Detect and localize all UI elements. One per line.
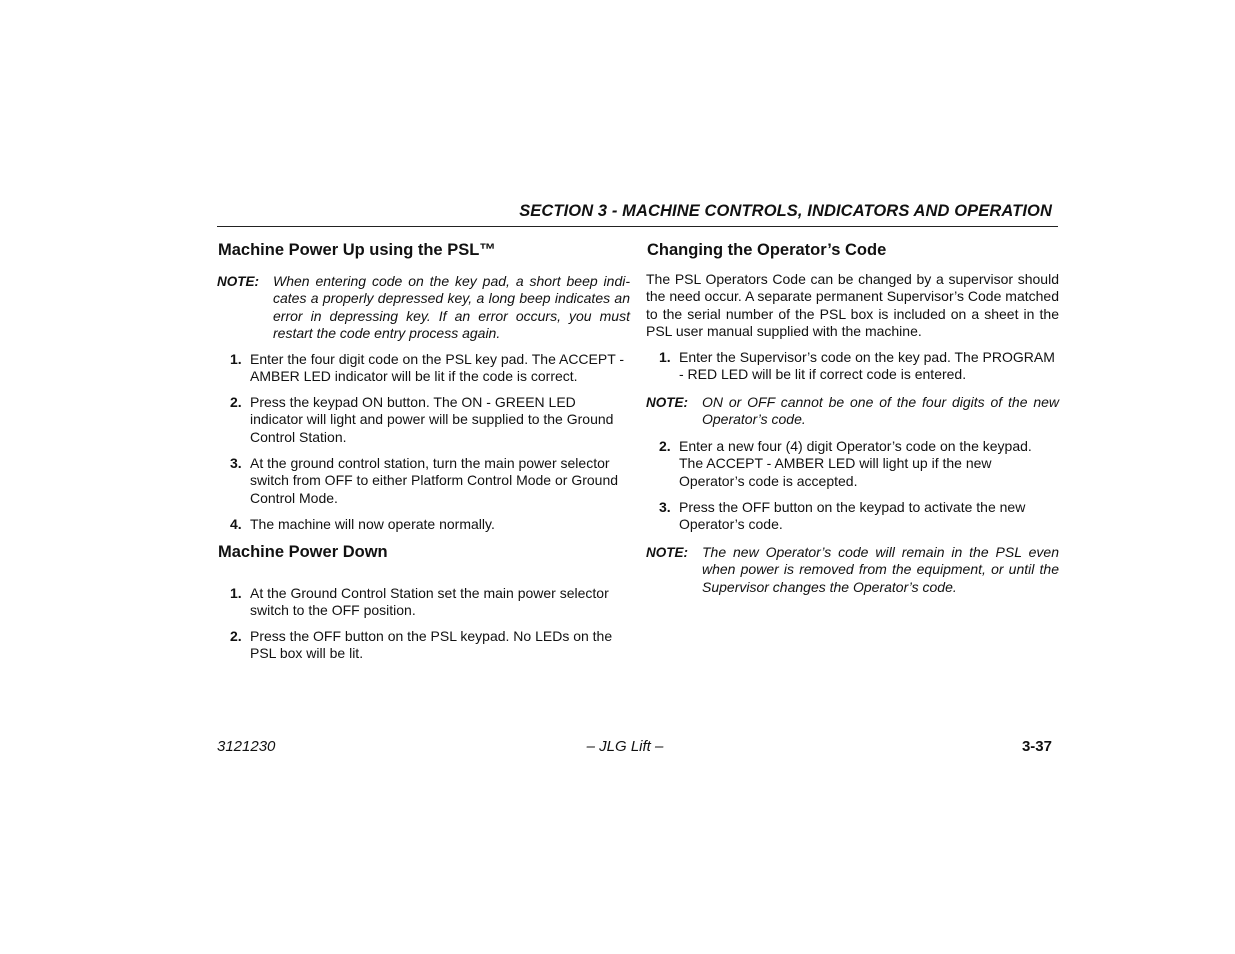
list-item bbox=[217, 628, 630, 663]
step-number: 3. bbox=[659, 499, 671, 515]
note-persistence bbox=[646, 544, 1059, 596]
list-item bbox=[217, 585, 630, 620]
step-number: 3. bbox=[230, 455, 242, 471]
list-item bbox=[217, 455, 630, 507]
step-text: Enter the Supervisor’s code on the key pad. The PROGRAM - RED LED will be lit if correct code is entered. bbox=[679, 349, 1055, 383]
list-item bbox=[646, 349, 1059, 384]
list-item bbox=[646, 438, 1059, 490]
step-text: The machine will now operate normally. bbox=[250, 516, 495, 532]
step-number: 4. bbox=[230, 516, 242, 532]
step-text: Press the keypad ON button. The ON - GREEN LED indicator will light and power will be supplied to the Ground Control Station. bbox=[250, 394, 614, 445]
note-label: NOTE: bbox=[646, 395, 688, 410]
step-number: 1. bbox=[230, 351, 242, 367]
step-text: Press the OFF button on the PSL keypad. No LEDs on the PSL box will be lit. bbox=[250, 628, 613, 662]
power-up-note bbox=[217, 273, 630, 343]
note-text: ON or OFF cannot be one of the four digits of the new Operator’s code. bbox=[702, 394, 1059, 428]
note-label: NOTE: bbox=[646, 545, 688, 560]
note-text: The new Operator’s code will remain in the PSL even when power is removed from the equipment, or until the Supervisor changes the Operator’s code. bbox=[702, 544, 1059, 595]
power-down-heading: Machine Power Down bbox=[218, 543, 388, 561]
list-item bbox=[217, 351, 630, 386]
note-label: NOTE: bbox=[217, 274, 259, 289]
power-up-heading: Machine Power Up using the PSL™ bbox=[218, 241, 496, 259]
step-number: 2. bbox=[230, 628, 242, 644]
footer-page-number: 3-37 bbox=[1021, 738, 1052, 755]
step-text: Enter a new four (4) digit Operator’s code on the keypad. The ACCEPT - AMBER LED will light up if the new Operator’s code is accepted. bbox=[679, 438, 1032, 489]
intro-paragraph: The PSL Operators Code can be changed by a supervisor should the need occur. A separate permanent Supervisor’s Code matched to the serial number of the PSL box is included on a sheet in the PSL user manual supplied with the machine. bbox=[646, 271, 1059, 340]
step-text: At the Ground Control Station set the main power selector switch to the OFF position. bbox=[250, 585, 609, 619]
step-text: At the ground control station, turn the main power selector switch from OFF to either Platform Control Mode or Ground Control Mode. bbox=[250, 455, 619, 506]
step-number: 2. bbox=[659, 438, 671, 454]
note-text: When entering code on the key pad, a short beep indi-cates a properly depressed key, a long beep indicates an error in depressing key. If an error occurs, you must restart the code entry process again. bbox=[273, 273, 630, 342]
note-digits bbox=[646, 394, 1059, 429]
list-item bbox=[217, 394, 630, 446]
list-item bbox=[217, 516, 630, 533]
footer-doc-number: 3121230 bbox=[217, 738, 276, 755]
footer-center: – JLG Lift – bbox=[586, 738, 664, 755]
step-text: Enter the four digit code on the PSL key pad. The ACCEPT - AMBER LED indicator will be lit if the code is correct. bbox=[250, 351, 625, 385]
list-item bbox=[646, 499, 1059, 534]
step-text: Press the OFF button on the keypad to activate the new Operator’s code. bbox=[679, 499, 1026, 533]
step-number: 1. bbox=[230, 585, 242, 601]
step-number: 2. bbox=[230, 394, 242, 410]
section-title: SECTION 3 - MACHINE CONTROLS, INDICATORS AND OPERATION bbox=[519, 202, 1052, 220]
right-column bbox=[646, 0, 1059, 954]
left-column bbox=[217, 0, 630, 954]
operator-code-heading: Changing the Operator’s Code bbox=[647, 241, 887, 259]
step-number: 1. bbox=[659, 349, 671, 365]
